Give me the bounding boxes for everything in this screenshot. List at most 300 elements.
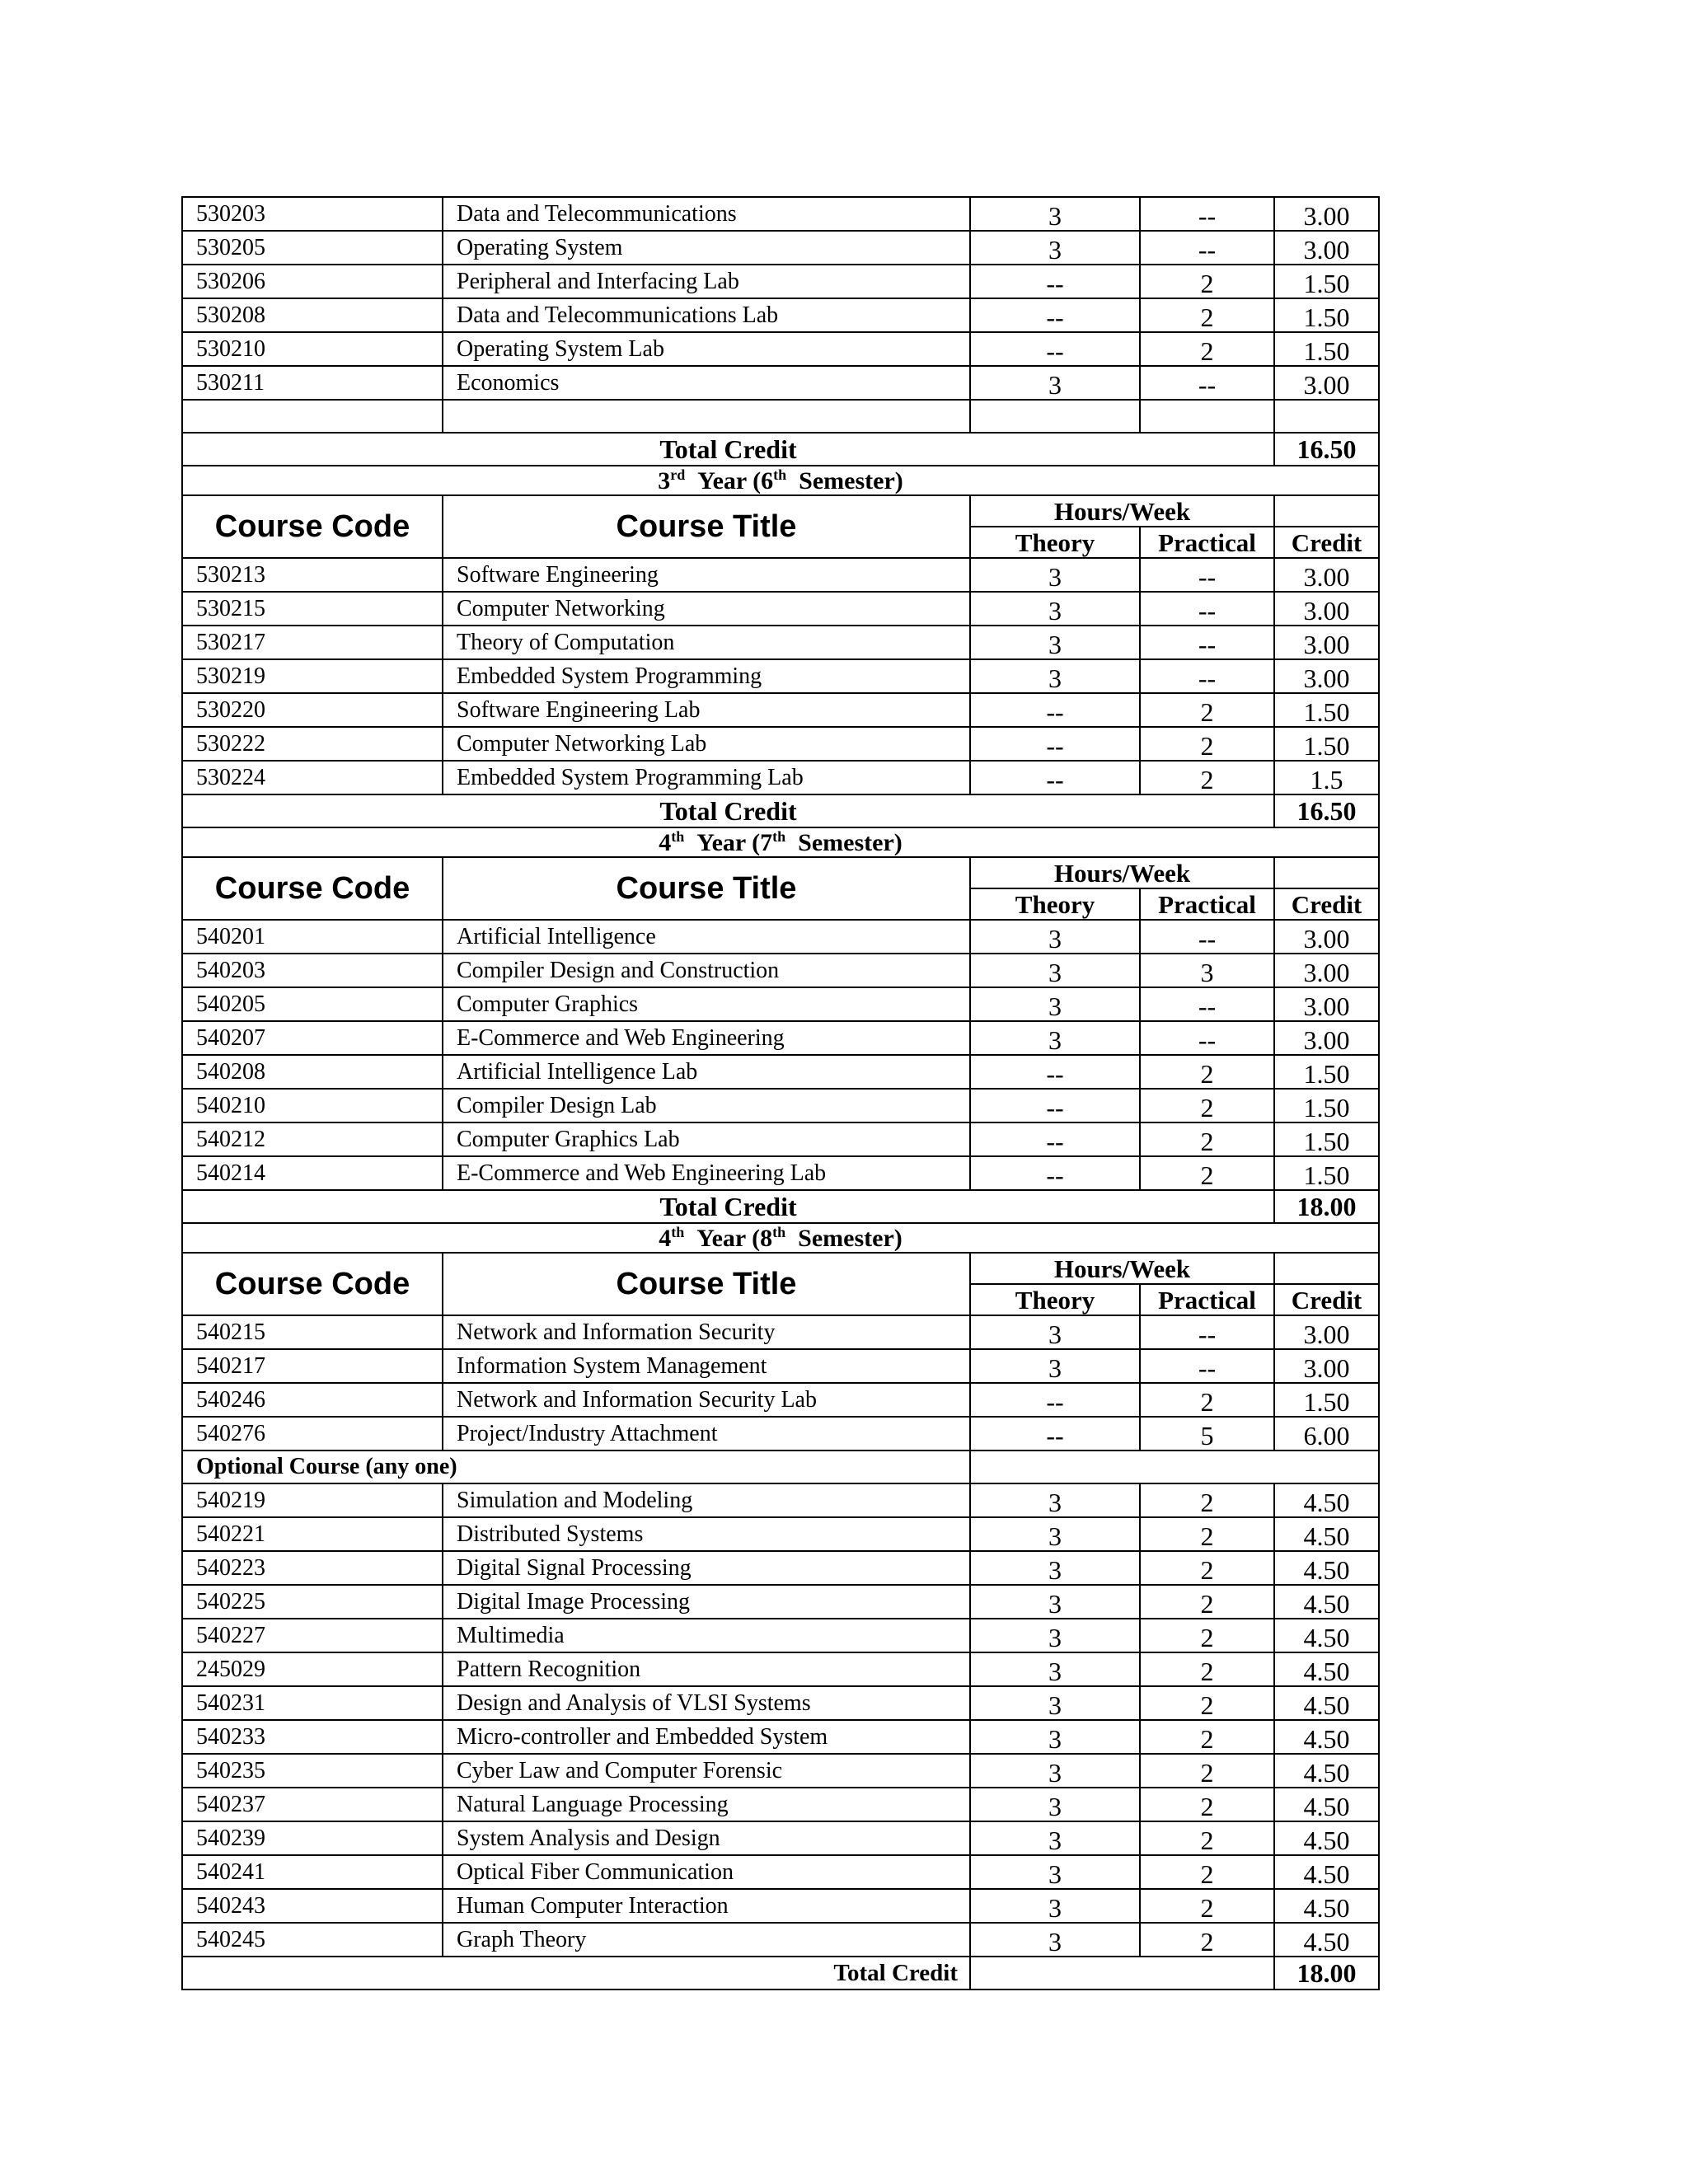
credit: 1.50 — [1274, 1156, 1379, 1190]
course-code: 540235 — [182, 1754, 443, 1788]
table-row — [182, 592, 1379, 626]
credit: 4.50 — [1274, 1551, 1379, 1585]
table-row — [182, 231, 1379, 265]
header-blank — [1274, 495, 1379, 527]
course-title: Embedded System Programming Lab — [443, 761, 970, 794]
course-code: 540201 — [182, 920, 443, 954]
theory-hours: 3 — [970, 1923, 1140, 1957]
table-row — [182, 1889, 1379, 1923]
course-title: Multimedia — [443, 1619, 970, 1652]
course-title: Network and Information Security Lab — [443, 1383, 970, 1417]
semester-title-sup2: th — [772, 1224, 786, 1240]
course-title: Micro-controller and Embedded System — [443, 1720, 970, 1754]
course-code: 530220 — [182, 693, 443, 727]
total-credit-label: Total Credit — [182, 794, 1274, 827]
table-row — [182, 366, 1379, 400]
theory-hours: -- — [970, 332, 1140, 366]
header-practical: Practical — [1140, 1284, 1274, 1315]
course-code: 540210 — [182, 1089, 443, 1122]
course-code: 540227 — [182, 1619, 443, 1652]
credit: 4.50 — [1274, 1788, 1379, 1821]
credit: 4.50 — [1274, 1855, 1379, 1889]
course-code: 530215 — [182, 592, 443, 626]
course-title: Data and Telecommunications — [443, 197, 970, 231]
optional-course-row — [182, 1451, 1379, 1483]
credit: 4.50 — [1274, 1821, 1379, 1855]
table-row — [182, 693, 1379, 727]
table-row — [182, 626, 1379, 659]
practical-hours: 2 — [1140, 1754, 1274, 1788]
course-title: Computer Graphics — [443, 987, 970, 1021]
theory-hours: 3 — [970, 366, 1140, 400]
header-hours-week: Hours/Week — [970, 495, 1274, 527]
practical-hours: 2 — [1140, 693, 1274, 727]
total-credit-label: Total Credit — [182, 1957, 970, 1990]
practical-hours: -- — [1140, 920, 1274, 954]
course-title: Theory of Computation — [443, 626, 970, 659]
semester-title-sup2: th — [772, 828, 786, 845]
credit: 3.00 — [1274, 558, 1379, 592]
course-code: 540208 — [182, 1055, 443, 1089]
semester-title-mid: Year (8 — [696, 1225, 773, 1252]
table-row — [182, 1517, 1379, 1551]
course-code: 530211 — [182, 366, 443, 400]
blank-cell — [443, 400, 970, 433]
table-row — [182, 1788, 1379, 1821]
semester-title-end: Semester) — [799, 467, 903, 494]
course-code: 530208 — [182, 298, 443, 332]
semester-title-sup1: th — [671, 828, 685, 845]
table-row — [182, 920, 1379, 954]
credit: 4.50 — [1274, 1923, 1379, 1957]
course-title: Compiler Design and Construction — [443, 954, 970, 987]
practical-hours: 3 — [1140, 954, 1274, 987]
credit: 3.00 — [1274, 231, 1379, 265]
table-row — [182, 1720, 1379, 1754]
total-credit-value: 16.50 — [1274, 794, 1379, 827]
course-title: Compiler Design Lab — [443, 1089, 970, 1122]
theory-hours: 3 — [970, 920, 1140, 954]
table-row — [182, 1483, 1379, 1517]
course-title: Economics — [443, 366, 970, 400]
course-code: 540239 — [182, 1821, 443, 1855]
theory-hours: -- — [970, 1383, 1140, 1417]
course-title: Computer Graphics Lab — [443, 1122, 970, 1156]
theory-hours: 3 — [970, 626, 1140, 659]
course-title: Network and Information Security — [443, 1315, 970, 1349]
blank-cell — [1274, 400, 1379, 433]
semester-title-mid: Year (6 — [697, 467, 774, 494]
credit: 4.50 — [1274, 1754, 1379, 1788]
table-row — [182, 987, 1379, 1021]
total-credit-row — [182, 1957, 1379, 1990]
course-code: 540237 — [182, 1788, 443, 1821]
practical-hours: 2 — [1140, 1923, 1274, 1957]
course-document — [181, 196, 1378, 1990]
course-title: Software Engineering Lab — [443, 693, 970, 727]
course-code: 540245 — [182, 1923, 443, 1957]
course-code: 530203 — [182, 197, 443, 231]
practical-hours: 2 — [1140, 1551, 1274, 1585]
course-title: Digital Image Processing — [443, 1585, 970, 1619]
course-title: Natural Language Processing — [443, 1788, 970, 1821]
practical-hours: -- — [1140, 197, 1274, 231]
table-row — [182, 1619, 1379, 1652]
theory-hours: 3 — [970, 1551, 1140, 1585]
header-hours-week: Hours/Week — [970, 857, 1274, 888]
theory-hours: -- — [970, 1089, 1140, 1122]
course-code: 530210 — [182, 332, 443, 366]
table-row — [182, 954, 1379, 987]
credit: 3.00 — [1274, 1315, 1379, 1349]
table-row — [182, 265, 1379, 298]
course-code: 540221 — [182, 1517, 443, 1551]
total-credit-blank — [970, 1957, 1274, 1990]
credit: 3.00 — [1274, 366, 1379, 400]
credit: 1.50 — [1274, 693, 1379, 727]
course-title: Human Computer Interaction — [443, 1889, 970, 1923]
course-title: Embedded System Programming — [443, 659, 970, 693]
theory-hours: 3 — [970, 592, 1140, 626]
practical-hours: 2 — [1140, 1788, 1274, 1821]
theory-hours: 3 — [970, 1315, 1140, 1349]
theory-hours: 3 — [970, 558, 1140, 592]
theory-hours: -- — [970, 1055, 1140, 1089]
semester-title — [182, 1223, 1379, 1253]
table-row — [182, 1821, 1379, 1855]
blank-cell — [1140, 400, 1274, 433]
credit: 1.50 — [1274, 1055, 1379, 1089]
blank-cell — [182, 400, 443, 433]
credit: 4.50 — [1274, 1889, 1379, 1923]
credit: 3.00 — [1274, 920, 1379, 954]
course-code: 540219 — [182, 1483, 443, 1517]
table-row — [182, 1156, 1379, 1190]
practical-hours: -- — [1140, 366, 1274, 400]
course-title: Operating System — [443, 231, 970, 265]
theory-hours: 3 — [970, 1483, 1140, 1517]
course-code: 540225 — [182, 1585, 443, 1619]
blank-row — [182, 400, 1379, 433]
course-code: 540212 — [182, 1122, 443, 1156]
credit: 1.50 — [1274, 727, 1379, 761]
theory-hours: 3 — [970, 987, 1140, 1021]
practical-hours: -- — [1140, 659, 1274, 693]
course-code: 540243 — [182, 1889, 443, 1923]
header-row — [182, 495, 1379, 527]
total-credit-row — [182, 433, 1379, 466]
theory-hours: -- — [970, 693, 1140, 727]
theory-hours: 3 — [970, 1720, 1140, 1754]
course-code: 540276 — [182, 1417, 443, 1451]
course-code: 540223 — [182, 1551, 443, 1585]
header-course-code: Course Code — [182, 1253, 443, 1315]
theory-hours: 3 — [970, 1021, 1140, 1055]
semester-title-end: Semester) — [798, 1225, 903, 1252]
course-title: Project/Industry Attachment — [443, 1417, 970, 1451]
course-code: 530206 — [182, 265, 443, 298]
header-course-title: Course Title — [443, 495, 970, 558]
total-credit-value: 18.00 — [1274, 1957, 1379, 1990]
optional-course-blank — [970, 1451, 1379, 1483]
theory-hours: 3 — [970, 1517, 1140, 1551]
theory-hours: 3 — [970, 1349, 1140, 1383]
semester-title-n: 3 — [658, 467, 671, 494]
header-row — [182, 857, 1379, 888]
header-blank — [1274, 1253, 1379, 1284]
theory-hours: 3 — [970, 197, 1140, 231]
table-row — [182, 1417, 1379, 1451]
course-title: Optical Fiber Communication — [443, 1855, 970, 1889]
theory-hours: 3 — [970, 1585, 1140, 1619]
table-row — [182, 558, 1379, 592]
course-title: Artificial Intelligence Lab — [443, 1055, 970, 1089]
semester-title-sup1: rd — [670, 466, 686, 483]
course-title: Distributed Systems — [443, 1517, 970, 1551]
practical-hours: 5 — [1140, 1417, 1274, 1451]
credit: 3.00 — [1274, 1349, 1379, 1383]
table-row — [182, 727, 1379, 761]
course-code: 540215 — [182, 1315, 443, 1349]
theory-hours: -- — [970, 265, 1140, 298]
course-title: Operating System Lab — [443, 332, 970, 366]
course-title: Peripheral and Interfacing Lab — [443, 265, 970, 298]
course-code: 530219 — [182, 659, 443, 693]
course-title: Data and Telecommunications Lab — [443, 298, 970, 332]
total-credit-label: Total Credit — [182, 433, 1274, 466]
practical-hours: 2 — [1140, 1652, 1274, 1686]
semester-title-sup2: th — [773, 466, 787, 483]
credit: 1.50 — [1274, 1383, 1379, 1417]
header-course-title: Course Title — [443, 857, 970, 920]
total-credit-label: Total Credit — [182, 1190, 1274, 1223]
course-title: Pattern Recognition — [443, 1652, 970, 1686]
semester-heading — [182, 827, 1379, 857]
practical-hours: 2 — [1140, 1517, 1274, 1551]
semester-title-mid: Year (7 — [696, 829, 773, 856]
theory-hours: -- — [970, 1122, 1140, 1156]
practical-hours: 2 — [1140, 1855, 1274, 1889]
table-row — [182, 1585, 1379, 1619]
table-row — [182, 298, 1379, 332]
total-credit-value: 18.00 — [1274, 1190, 1379, 1223]
table-row — [182, 1122, 1379, 1156]
course-title: Information System Management — [443, 1349, 970, 1383]
table-row — [182, 1089, 1379, 1122]
table-row — [182, 1551, 1379, 1585]
theory-hours: -- — [970, 1156, 1140, 1190]
semester-title-n: 4 — [659, 829, 672, 856]
course-code: 530213 — [182, 558, 443, 592]
credit: 4.50 — [1274, 1483, 1379, 1517]
course-code: 530217 — [182, 626, 443, 659]
course-code: 530222 — [182, 727, 443, 761]
course-code: 540205 — [182, 987, 443, 1021]
practical-hours: 2 — [1140, 1089, 1274, 1122]
table-row — [182, 1055, 1379, 1089]
table-row — [182, 197, 1379, 231]
practical-hours: 2 — [1140, 1156, 1274, 1190]
course-title: Artificial Intelligence — [443, 920, 970, 954]
practical-hours: 2 — [1140, 761, 1274, 794]
course-code: 245029 — [182, 1652, 443, 1686]
course-title: Simulation and Modeling — [443, 1483, 970, 1517]
course-title: E-Commerce and Web Engineering — [443, 1021, 970, 1055]
table-row — [182, 1923, 1379, 1957]
header-credit: Credit — [1274, 527, 1379, 558]
theory-hours: 3 — [970, 1821, 1140, 1855]
practical-hours: -- — [1140, 626, 1274, 659]
table-row — [182, 1855, 1379, 1889]
table-row — [182, 1021, 1379, 1055]
course-code: 540231 — [182, 1686, 443, 1720]
practical-hours: 2 — [1140, 727, 1274, 761]
practical-hours: -- — [1140, 231, 1274, 265]
header-practical: Practical — [1140, 527, 1274, 558]
theory-hours: 3 — [970, 231, 1140, 265]
header-credit: Credit — [1274, 1284, 1379, 1315]
header-blank — [1274, 857, 1379, 888]
header-course-code: Course Code — [182, 857, 443, 920]
credit: 3.00 — [1274, 626, 1379, 659]
credit: 1.5 — [1274, 761, 1379, 794]
semester-title-end: Semester) — [798, 829, 903, 856]
credit: 3.00 — [1274, 954, 1379, 987]
theory-hours: 3 — [970, 1619, 1140, 1652]
course-title: E-Commerce and Web Engineering Lab — [443, 1156, 970, 1190]
credit: 3.00 — [1274, 197, 1379, 231]
course-title: System Analysis and Design — [443, 1821, 970, 1855]
theory-hours: -- — [970, 1417, 1140, 1451]
semester-title — [182, 466, 1379, 495]
practical-hours: -- — [1140, 1021, 1274, 1055]
theory-hours: 3 — [970, 1652, 1140, 1686]
practical-hours: -- — [1140, 1315, 1274, 1349]
blank-cell — [970, 400, 1140, 433]
header-course-title: Course Title — [443, 1253, 970, 1315]
course-code: 540217 — [182, 1349, 443, 1383]
practical-hours: 2 — [1140, 1686, 1274, 1720]
practical-hours: -- — [1140, 558, 1274, 592]
credit: 4.50 — [1274, 1585, 1379, 1619]
practical-hours: 2 — [1140, 1483, 1274, 1517]
practical-hours: -- — [1140, 592, 1274, 626]
credit: 6.00 — [1274, 1417, 1379, 1451]
semester-title-n: 4 — [659, 1225, 672, 1252]
credit: 4.50 — [1274, 1652, 1379, 1686]
theory-hours: 3 — [970, 1686, 1140, 1720]
credit: 1.50 — [1274, 265, 1379, 298]
practical-hours: 2 — [1140, 298, 1274, 332]
header-theory: Theory — [970, 527, 1140, 558]
credit: 4.50 — [1274, 1517, 1379, 1551]
practical-hours: 2 — [1140, 1821, 1274, 1855]
course-title: Digital Signal Processing — [443, 1551, 970, 1585]
table-row — [182, 761, 1379, 794]
table-row — [182, 659, 1379, 693]
credit: 4.50 — [1274, 1619, 1379, 1652]
credit: 1.50 — [1274, 1122, 1379, 1156]
theory-hours: 3 — [970, 954, 1140, 987]
course-code: 530224 — [182, 761, 443, 794]
credit: 4.50 — [1274, 1720, 1379, 1754]
theory-hours: 3 — [970, 1889, 1140, 1923]
theory-hours: -- — [970, 298, 1140, 332]
semester-heading — [182, 1223, 1379, 1253]
practical-hours: 2 — [1140, 1585, 1274, 1619]
course-title: Design and Analysis of VLSI Systems — [443, 1686, 970, 1720]
practical-hours: 2 — [1140, 265, 1274, 298]
course-code: 540214 — [182, 1156, 443, 1190]
optional-course-label: Optional Course (any one) — [182, 1451, 970, 1483]
credit: 1.50 — [1274, 1089, 1379, 1122]
credit: 3.00 — [1274, 592, 1379, 626]
table-row — [182, 1652, 1379, 1686]
course-title: Computer Networking — [443, 592, 970, 626]
semester-title — [182, 827, 1379, 857]
header-row — [182, 1253, 1379, 1284]
course-title: Software Engineering — [443, 558, 970, 592]
credit: 3.00 — [1274, 659, 1379, 693]
practical-hours: -- — [1140, 987, 1274, 1021]
table-row — [182, 1315, 1379, 1349]
total-credit-row — [182, 794, 1379, 827]
course-code: 540207 — [182, 1021, 443, 1055]
curriculum-table — [181, 196, 1380, 1990]
course-code: 530205 — [182, 231, 443, 265]
header-theory: Theory — [970, 888, 1140, 920]
credit: 3.00 — [1274, 1021, 1379, 1055]
header-credit: Credit — [1274, 888, 1379, 920]
table-row — [182, 1383, 1379, 1417]
practical-hours: 2 — [1140, 1055, 1274, 1089]
theory-hours: -- — [970, 727, 1140, 761]
semester-heading — [182, 466, 1379, 495]
theory-hours: 3 — [970, 1855, 1140, 1889]
table-row — [182, 332, 1379, 366]
credit: 4.50 — [1274, 1686, 1379, 1720]
course-title: Computer Networking Lab — [443, 727, 970, 761]
theory-hours: 3 — [970, 1788, 1140, 1821]
course-code: 540233 — [182, 1720, 443, 1754]
practical-hours: 2 — [1140, 1383, 1274, 1417]
table-row — [182, 1754, 1379, 1788]
practical-hours: 2 — [1140, 1720, 1274, 1754]
course-code: 540241 — [182, 1855, 443, 1889]
theory-hours: 3 — [970, 1754, 1140, 1788]
practical-hours: 2 — [1140, 1889, 1274, 1923]
header-theory: Theory — [970, 1284, 1140, 1315]
table-row — [182, 1686, 1379, 1720]
practical-hours: 2 — [1140, 332, 1274, 366]
semester-title-sup1: th — [671, 1224, 685, 1240]
credit: 1.50 — [1274, 298, 1379, 332]
practical-hours: -- — [1140, 1349, 1274, 1383]
header-course-code: Course Code — [182, 495, 443, 558]
course-code: 540203 — [182, 954, 443, 987]
header-practical: Practical — [1140, 888, 1274, 920]
credit: 1.50 — [1274, 332, 1379, 366]
theory-hours: -- — [970, 761, 1140, 794]
course-code: 540246 — [182, 1383, 443, 1417]
course-title: Graph Theory — [443, 1923, 970, 1957]
header-hours-week: Hours/Week — [970, 1253, 1274, 1284]
total-credit-value: 16.50 — [1274, 433, 1379, 466]
course-title: Cyber Law and Computer Forensic — [443, 1754, 970, 1788]
practical-hours: 2 — [1140, 1619, 1274, 1652]
theory-hours: 3 — [970, 659, 1140, 693]
practical-hours: 2 — [1140, 1122, 1274, 1156]
